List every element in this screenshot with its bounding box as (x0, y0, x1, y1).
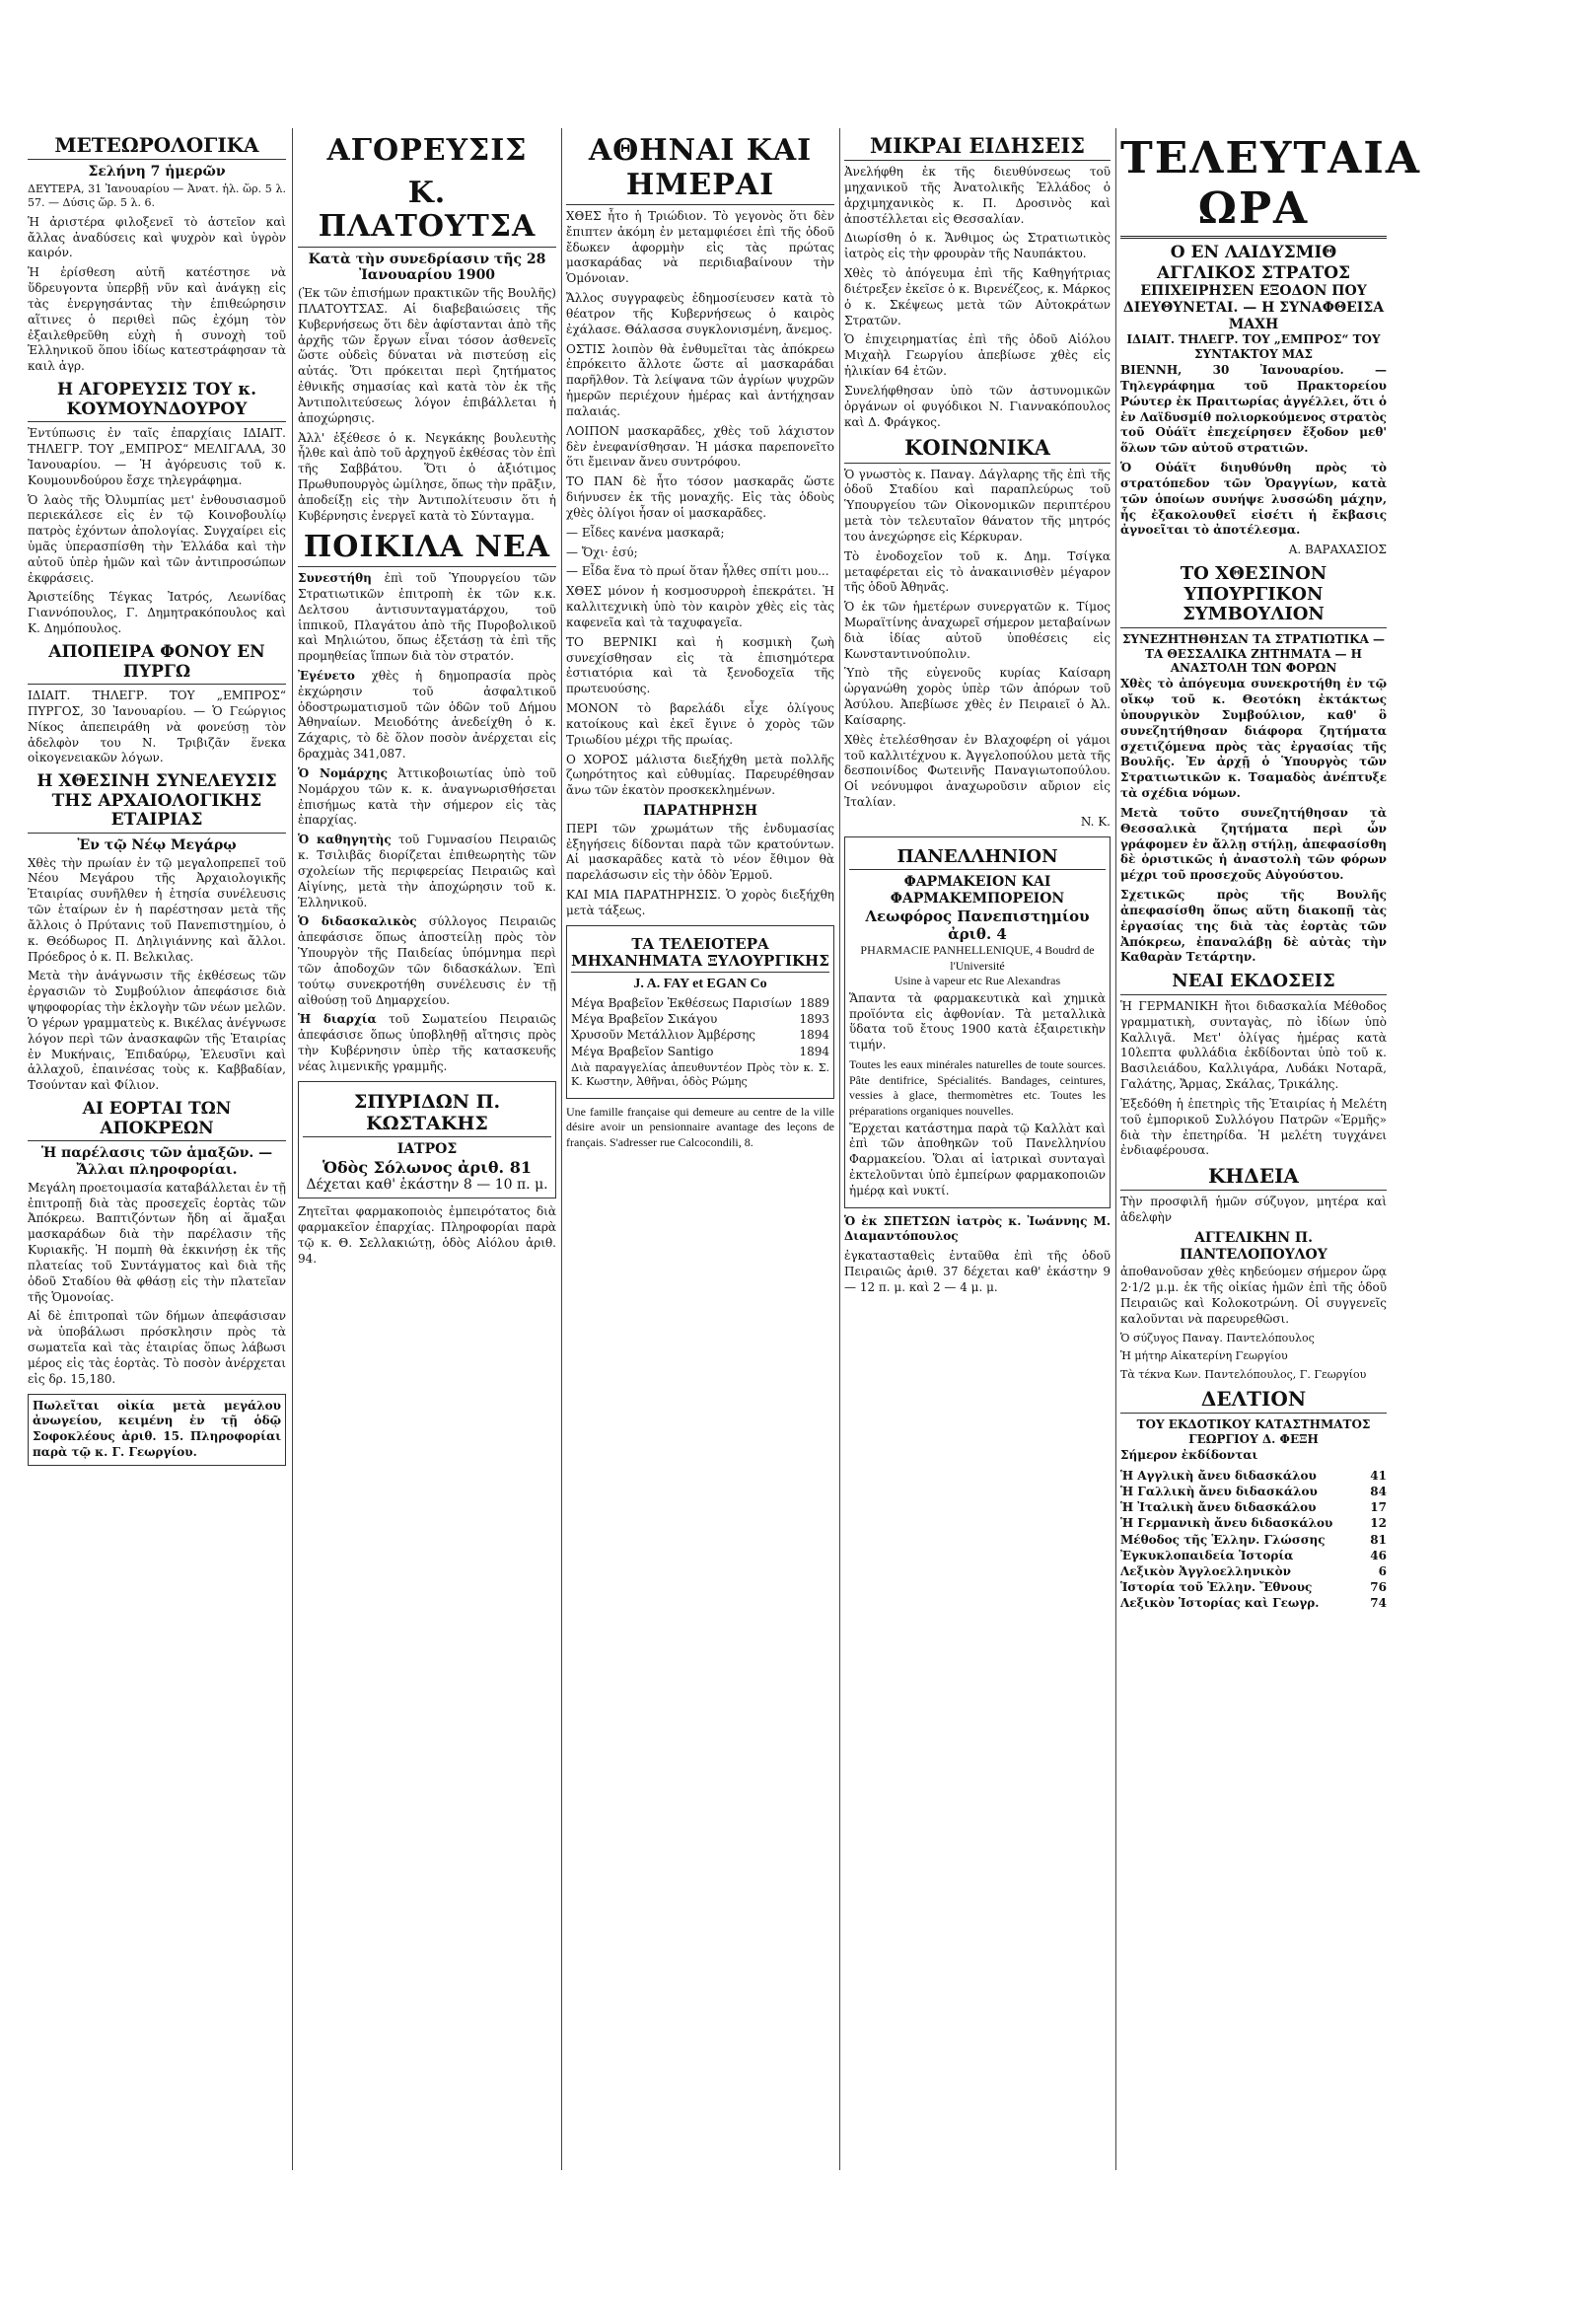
ad-french-text: Toutes les eaux minérales naturelles de toute sources. Pâte dentifrice, Spécialités. Bandages, ceintures, vessies à glace, thermomètres etc. Toutes les préparations organiques nouvelles. (849, 1057, 1106, 1118)
article-headline: ΑΓΟΡΕΥΣΙΣ (326, 133, 528, 168)
ad-address: Λεωφόρος Πανεπιστημίου ἀριθ. 4 (865, 908, 1090, 944)
headline-deck: ΕΠΙΧΕΙΡΗΣΕΝ ΕΞΟΔΟΝ ΠΟΥ ΔΙΕΥΘΥΝΕΤΑΙ. — Η ΣΥΝΑΦΘΕΙΣΑ ΜΑΧΗ (1122, 282, 1385, 332)
news-item-lead: Συνεστήθη (298, 571, 372, 586)
headline-deck: ΑΓΓΛΙΚΟΣ ΣΤΡΑΤΟΣ (1156, 262, 1351, 283)
article-paragraph: ΟΣΤΙΣ λοιπὸν θὰ ἐνθυμεῖται τὰς ἀπόκρεω ἐπρόκειτο ἄλλοτε ὥστε αἱ μασκαράδαι παρῆλθον. Τὰ λείψανα τῶν ἀγρίων ψυχρῶν ἡμερῶν περιέχουν ἡμέρας καὶ ἀντήχησαν παλαιάς. (566, 341, 834, 418)
news-item: Ὑπὸ τῆς εὐγενοῦς κυρίας Καίσαρη ὠργανώθη χορὸς ὑπὲρ τῶν ἀπόρων τοῦ Ἀσύλου. Ἀπεβίωσε χθὲς ἐν Πειραιεῖ ὁ Ἀλ. Καίσαρης. (844, 666, 1111, 727)
column-rule (839, 128, 840, 2170)
news-item (298, 766, 556, 829)
article-paragraph: Ὁ Οὐάϊτ διηυθύνθη πρὸς τὸ στρατόπεδον τῶν Ὀραγγίων, κατὰ τῶν ὁποίων συνήψε λυσσώδη μάχην, ἧς ἐξακολουθεῖ εἰσέτι ἡ ἔκβασις ἀγνοεῖται τὸ ἀποτέλεσμα. (1120, 461, 1387, 538)
weather-masthead: ΜΕΤΕΩΡΟΛΟΓΙΚΑ (28, 134, 286, 160)
publication-item-label: Ἡ Αγγλικὴ ἄνευ διδασκάλου (1120, 1468, 1317, 1483)
news-item-text: Ἀττικοβοιωτίας ὑπὸ τοῦ Νομάρχου τῶν κ. κ. ἀναγνωρισθήσεται ἐπισήμως κατὰ τὴν σήμερον εἰς τὰς ἐπαρχίας. (298, 765, 556, 828)
news-item-lead: Ὁ καθηγητὴς (298, 833, 392, 847)
ad-headline: ΤΑ ΤΕΛΕΙΟΤΕΡΑ ΜΗΧΑΝΗΜΑΤΑ ΞΥΛΟΥΡΓΙΚΗΣ (571, 936, 829, 974)
article-headline: Η ΑΓΟΡΕΥΣΙΣ ΤΟΥ κ. ΚΟΥΜΟΥΝΔΟΥΡΟΥ (28, 381, 286, 422)
news-item: Χθὲς τὸ ἀπόγευμα ἐπὶ τῆς Καθηγήτριας διέτρεξεν ἐκεῖσε ὁ κ. Βιρενέζεος, κ. Μάρκος ὁ κ. Σκέψεως μετὰ τῶν Αὐτοκράτων Στρατῶν. (844, 266, 1111, 327)
ad-address: Ὁδὸς Σόλωνος ἀριθ. 81 (323, 1158, 532, 1178)
article-paragraph: ΚΑΙ ΜΙΑ ΠΑΡΑΤΗΡΗΣΙΣ. Ὁ χορὸς διεξήχθη μετὰ τάξεως. (566, 888, 834, 917)
news-item-text: ἐπὶ τοῦ Ὑπουργείου τῶν Στρατιωτικῶν ἐπιτροπὴ ἐκ τῶν κ.κ. Δελτσου ἀντισυνταγματάρχου, τοῦ ἱππικοῦ, Πλαγάτου ἀπὸ τῆς Πυροβολικοῦ καὶ Μηλιώτου, ὅπως ἐξετάσῃ τὰ ἐπὶ τῆς προμηθείας ἵππων διὰ τὸν στρατόν. (298, 571, 556, 664)
article-paragraph: Ἡ ΓΕΡΜΑΝΙΚΗ ἤτοι διδασκαλία Μέθοδος γραμματικὴ, συνταγὰς, πὸ ἰδίων ὑπὸ Καλλιγᾶ. Μετ' ὀλίγας ἡμέρας κατὰ 10λεπτα φυλλάδια ἐκδίδονται ὑπὸ τοῦ κ. Βασιλειάδου, Καλλιγάρα, Λυδάκι Νοταρᾶ, Γαλάτης, Ἄρμας, Σκάλας, Τρικάλης. (1120, 998, 1387, 1092)
news-item: Διωρίσθη ὁ κ. Ἄνθιμος ὡς Στρατιωτικὸς ἰατρὸς εἰς τὴν φρουρὰν τῆς Ναυπάκτου. (844, 231, 1111, 261)
column-3 (566, 128, 834, 2180)
publication-item (1120, 1595, 1387, 1611)
article-subhead: Ἐν τῷ Νέῳ Μεγάρῳ (77, 836, 237, 853)
obituary-signatory: Τὰ τέκνα Κων. Παντελόπουλος, Γ. Γεωργίου (1120, 1367, 1367, 1381)
publication-item-value: 76 (1370, 1580, 1387, 1595)
section-headline: ΚΟΙΝΩΝΙΚΑ (844, 436, 1111, 463)
column-rule (561, 128, 562, 2170)
news-item-lead: Ἐγένετο (298, 668, 355, 683)
publication-item-value: 74 (1370, 1596, 1387, 1611)
ad-headline: ΠΑΝΕΛΛΗΝΙΟΝ (849, 847, 1106, 871)
article-paragraph: ΤΟ ΒΕΡΝΙΚΙ καὶ ἡ κοσμικὴ ζωὴ συνεχίσθησαν εἰς τὰ ἐπισημότερα ἐστιατόρια καὶ τὰ ξενοδοχεῖα τῆς πρωτευούσης. (566, 634, 834, 696)
news-item: Ὁ γνωστὸς κ. Παναγ. Δάγλαρης τῆς ἐπὶ τῆς ὁδοῦ Σταδίου καὶ παραπλεύρως τοῦ Ὑπουργείου τῶν Οἰκονομικῶν περιπτέρου μετὰ τὸν τελευταῖον θάνατον τῆς μητρός του ἀνεχώρησε εἰς Κέρκυραν. (844, 467, 1111, 544)
publication-list (1120, 1468, 1387, 1612)
weather-paragraph: Ἡ ἀριστέρα φιλοξενεῖ τὸ ἀστεῖον καὶ ἄλλας ἀναδύσεις καὶ ψυχρὸν καὶ ὑγρὸν καιρόν. (28, 214, 286, 260)
obituary-signatory: Ὁ σύζυγος Παναγ. Παντελόπουλος (1120, 1331, 1315, 1344)
article-paragraph: ΒΙΕΝΝΗ, 30 Ἰανουαρίου. — Τηλεγράφημα τοῦ Πρακτορείου Ρώυτερ ἐκ Πραιτωρίας ἀγγέλλει, ὅτι ὁ ἐν Λαϊδυσμίθ πολιορκούμενος στρατὸς τοῦ Οὐάϊτ ἐπεχείρησεν ἔξοδον μεθ' ὅλων τῶν αὐτοῦ στρατιῶν. (1120, 363, 1387, 456)
award-item-label: Μέγα Βραβεῖον Ἐκθέσεως Παρισίων (571, 996, 792, 1011)
news-item: Ἀνελήφθη ἐκ τῆς διευθύνσεως τοῦ μηχανικοῦ τῆς Ἀνατολικῆς Ἑλλάδος ὁ ἀρχιμηχανικὸς κ. Π. Δροσινὸς καὶ ἀποστέλλεται εἰς Θεσσαλίαν. (844, 165, 1111, 226)
article-subhead: ΤΟΥ ΕΚΔΟΤΙΚΟΥ ΚΑΤΑΣΤΗΜΑΤΟΣ ΓΕΩΡΓΙΟΥ Δ. ΦΕΞΗ (1136, 1417, 1371, 1446)
news-item-lead: Ὁ Νομάρχης (298, 765, 388, 780)
headline-deck: Ο ΕΝ ΛΑΙΔΥΣΜΙΘ (1170, 243, 1337, 263)
article-paragraph: ΤΟ ΠΑΝ δὲ ἦτο τόσον μασκαρᾶς ὥστε διήνυσεν ἐκ τῆς μοναχῆς. Εἰς τὰς ὁδοὺς χθὲς ὀλίγοι ἦσαν οἱ μασκαρᾶδες. (566, 474, 834, 520)
ad-title: ΙΑΤΡΟΣ (396, 1141, 458, 1158)
section-headline: ΔΕΛΤΙΟΝ (1120, 1388, 1387, 1414)
article-headline: Η ΧΘΕΣΙΝΗ ΣΥΝΕΛΕΥΣΙΣ ΤΗΣ ΑΡΧΑΙΟΛΟΓΙΚΗΣ ΕΤΑΙΡΙΑΣ (28, 772, 286, 834)
publication-item (1120, 1579, 1387, 1595)
obituary-name: ΑΓΓΕΛΙΚΗΝ Π. ΠΑΝΤΕΛΟΠΟΥΛΟΥ (1180, 1229, 1327, 1263)
article-paragraph: (Ἐκ τῶν ἐπισήμων πρακτικῶν τῆς Βουλῆς) ΠΛΑΤΟΥΤΣΑΣ. Αἱ διαβεβαιώσεις τῆς Κυβερνήσεως ὅτι δὲν ἀφίστανται ἀπὸ τῆς ἀρχῆς τῶν ἔργων εἶναι τόσον ἀσθενεῖς ὥστε οὐδεὶς δύναται νὰ πιστεύσῃ εἰς αὐτάς. Ὅτι πρόκειται περὶ ζητήματος ἐθνικῆς σημασίας καὶ κατὰ τὸν ἐκ τῆς Ἀντιπολιτεύσεως λόγον ἐπιβάλλεται ἡ ἀποχώρησις. (298, 286, 556, 425)
column-5 (1120, 128, 1421, 2180)
section-headline: ΚΗΔΕΙΑ (1120, 1165, 1387, 1191)
ad-agent: Διὰ παραγγελίας ἀπευθυντέον Πρὸς τὸν κ. Σ. Κ. Κωστην, Ἀθῆναι, ὁδὸς Ρώμης (571, 1060, 829, 1089)
date-line: ΔΕΥΤΕΡΑ, 31 Ἰανουαρίου — Ἀνατ. ἡλ. ὥρ. 5 λ. 57. — Δύσις ὥρ. 5 λ. 6. (28, 182, 286, 210)
article-paragraph: Ὁ λαὸς τῆς Ὀλυμπίας μετ' ἐνθουσιασμοῦ περιεκάλεσε εἰς ἐν τῷ Κοινοβουλίῳ πατρὸς ἐχόντων ἀπολογίας. Συγχαίρει εἰς ὑμᾶς ὑπερασπίσθη τὴν Ἑλλάδα καὶ τὴν αὐτοῦ ὑπὲρ ἡμῶν καὶ τῶν ἀντιπροσώπων ἐκφράσεις. (28, 492, 286, 585)
publication-item-label: Ἡ Γαλλικὴ ἄνευ διδασκάλου (1120, 1485, 1318, 1499)
article-signature: Ἀριστείδης Τέγκας Ἰατρός, Λεωνίδας Γιαννόπουλος, Γ. Δημητρακόπουλος καὶ Κ. Δημόπουλος. (28, 590, 286, 636)
section-headline: ΑΘΗΝΑΙ ΚΑΙ ΗΜΕΡΑΙ (566, 134, 834, 205)
publication-item-value: 84 (1370, 1485, 1387, 1499)
ad-french-line: Usine à vapeur etc Rue Alexandras (894, 974, 1061, 988)
article-paragraph: Ἀλλ' ἐξέθεσε ὁ κ. Νεγκάκης βουλευτὴς ἦλθε καὶ ἀπὸ τοῦ ἀρχηγοῦ ἐκθέσας τὸν ἐπὶ τῆς Σαββάτου. Ὅτι ὁ ἀξιότιμος Πρωθυπουργὸς ὡμίλησε, ὅπως τὴν πρᾶξιν, ἀποδείξῃ εἰς τὴν Ἀντιπολίτευσιν ὅτι ἡ Κυβέρνησις ἐνεργεῖ κατὰ τὸ Σύνταγμα. (298, 430, 556, 523)
award-item-value: 1893 (799, 1012, 829, 1027)
article-paragraph: Μετὰ τοῦτο συνεζητήθησαν τὰ Θεσσαλικὰ ζητήματα περὶ ὧν γράφομεν ἐν ἄλλῃ στήλῃ, ἀπεφασίσθη δὲ ὁριστικῶς ἡ ἀναστολὴ τῶν φόρων μέχρι τοῦ προσεχοῦς Αὐγούστου. (1120, 805, 1387, 883)
ad-subhead: ΦΑΡΜΑΚΕΙΟΝ ΚΑΙ ΦΑΡΜΑΚΕΜΠΟΡΕΙΟΝ (890, 874, 1065, 908)
ad-text: Ἅπαντα τὰ φαρμακευτικὰ καὶ χημικὰ προϊόντα εἰς ἀφθονίαν. Τὰ μεταλλικὰ ὕδατα τοῦ ἔτους 1900 κατὰ ἐξαιρετικὴν τιμήν. (849, 990, 1106, 1053)
pharmacy-ad (844, 836, 1111, 1208)
article-subhead: Κατὰ τὴν συνεδρίασιν τῆς 28 Ἰανουαρίου 1900 (308, 251, 546, 284)
award-list (571, 995, 829, 1059)
news-item-text: τοῦ Σωματείου Πειραιῶς ἀπεφάσισε ὅπως ὑποβληθῇ αἴτησις πρὸς τὴν Κυβέρνησιν ὑπὲρ τῆς κατασκευῆς νέας λιμενικῆς γραμμῆς. (298, 1012, 556, 1073)
list-intro: Σήμερον ἐκδίδονται (1120, 1448, 1258, 1463)
machinery-ad (566, 925, 834, 1099)
award-item (571, 995, 829, 1011)
section-headline: ΤΕΛΕΥΤΑΙΑ ΩΡΑ (1120, 134, 1387, 239)
publication-item (1120, 1548, 1387, 1563)
telegram-source: ΙΔΙΑΙΤ. ΤΗΛΕΓΡ. ΤΟΥ „ΕΜΠΡΟΣ“ ΤΟΥ ΣΥΝΤΑΚΤΟΥ ΜΑΣ (1126, 332, 1381, 361)
french-ad: Une famille française qui demeure au centre de la ville désire avoir un pensionnaire avantage des leçons de français. S'adresser rue Calcocondili, 8. (566, 1104, 834, 1150)
article-paragraph: Ἐξεδόθη ἡ ἐπετηρὶς τῆς Ἑταιρίας ἡ Μελέτη τοῦ ἐμπορικοῦ Συλλόγου Πατρῶν «Ἑρμῆς» διὰ τὴν ἐπετηρίδα. Ἡ μελέτη τυγχάνει ἐνδιαφέρουσα. (1120, 1096, 1387, 1158)
signature: N. K. (1080, 814, 1111, 829)
article-subhead: ΣΥΝΕΖΗΤΗΘΗΣΑΝ ΤΑ ΣΤΡΑΤΙΩΤΙΚΑ — ΤΑ ΘΕΣΣΑΛΙΚΑ ΖΗΤΗΜΑΤΑ — Η ΑΝΑΣΤΟΛΗ ΤΩΝ ΦΟΡΩΝ (1121, 632, 1386, 675)
publication-item-label: Μέθοδος τῆς Ἑλλην. Γλώσσης (1120, 1532, 1326, 1547)
article-paragraph: Ο ΧΟΡΟΣ μάλιστα διεξήχθη μετὰ πολλῆς ζωηρότητος καὶ εὐθυμίας. Παρευρέθησαν ἄνω τῶν ἑκατὸν προσκεκλημένων. (566, 752, 834, 798)
article-subhead: ΠΑΡΑΤΗΡΗΣΗ (643, 802, 757, 819)
publication-item-label: Ἡ Γερμανικὴ ἄνευ διδασκάλου (1120, 1516, 1333, 1531)
article-headline: ΤΟ ΧΘΕΣΙΝΟΝ ΥΠΟΥΡΓΙΚΟΝ ΣΥΜΒΟΥΛΙΟΝ (1120, 564, 1387, 628)
article-headline: ΑΠΟΠΕΙΡΑ ΦΟΝΟΥ ΕΝ ΠΥΡΓΩ (28, 643, 286, 685)
news-item: Τὸ ἐνοδοχεῖον τοῦ κ. Δημ. Τσίγκα μεταφέρεται εἰς τὸ ἀνακαινισθὲν μέγαρον τῆς ὁδοῦ Ἀθηνᾶς. (844, 548, 1111, 595)
article-paragraph: Χθὲς τὸ ἀπόγευμα συνεκροτήθη ἐν τῷ οἴκῳ τοῦ κ. Θεοτόκη ἐκτάκτως ὑπουργικὸν Συμβούλιον, καθ' ὃ συνεζητήθησαν διάφορα ζητήματα σχετιζόμενα πρὸς τὰς ἐργασίας τῆς Βουλῆς. Ἐν ἀρχῇ ὁ Ὑπουργὸς τῶν Στρατιωτικῶν κ. Τσαμαδὸς ἀνέπτυξε τὰ σχέδια νόμων. (1120, 677, 1387, 801)
award-item-label: Χρυσοῦν Μετάλλιον Ἀμβέρσης (571, 1028, 755, 1043)
news-item-text: τοῦ Γυμνασίου Πειραιῶς κ. Τσιλιβᾶς διορίζεται ἐπιθεωρητὴς τῶν σχολείων τῆς περιφερείας Πειραιῶς καὶ Αἰγίνης, μετὰ τὴν ἀποχώρησιν τοῦ κ. Ἑλληνικοῦ. (298, 833, 556, 909)
article-paragraph: ΧΘΕΣ μόνον ἡ κοσμοσυρροὴ ἐπεκράτει. Ἡ καλλιτεχνικὴ ὑπὸ τὸν καιρὸν χθὲς εἰς τὰς καφενεῖα καὶ τὰ ταχυφαγεῖα. (566, 584, 834, 629)
news-item-text: σύλλογος Πειραιῶς ἀπεφάσισε ὅπως ἀποστείλῃ πρὸς τὸν Ὑπουργὸν τῆς Παιδείας ὑπόμνημα περὶ τῶν ἀποδοχῶν τῶν διδασκάλων. Ἐπὶ τούτῳ συνεκροτήθη συνέλευσις ἐν τῇ αἰθούσῃ τοῦ Δημαρχείου. (298, 914, 557, 1007)
column-2 (298, 128, 556, 2180)
award-item-label: Μέγα Βραβεῖον Santigo (571, 1044, 714, 1058)
ad-hours: Δέχεται καθ' ἑκάστην 8 — 10 π. μ. (306, 1177, 548, 1194)
news-item: Ὁ ἐκ τῶν ἡμετέρων συνεργατῶν κ. Τίμος Μωραϊτίνης ἀναχωρεῖ σήμερον μεταβαίνων διὰ ἰδίας αὐτοῦ ὑποθέσεις εἰς Κωνσταντινούπολιν. (844, 600, 1111, 661)
ad-firm: J. A. FAY et EGAN Co (633, 977, 767, 992)
dialog-line: — Ὄχι· ἐσύ; (566, 545, 638, 559)
article-paragraph: Σχετικῶς πρὸς τῆς Βουλῆς ἀπεφασίσθη ὅπως αὕτη διακοπῇ τὰς ἐργασίας της διὰ τὰς ἑορτὰς τῶν Ἀπόκρεω, ἐπαναλάβῃ δὲ αὐτὰς τὴν Καθαρὰν Τετάρτην. (1120, 888, 1387, 965)
news-item (298, 571, 556, 665)
doctor-ad (298, 1081, 556, 1198)
obituary-text: Τὴν προσφιλῆ ἡμῶν σύζυγον, μητέρα καὶ ἀδελφὴν (1120, 1195, 1387, 1225)
publication-item-value: 41 (1370, 1468, 1387, 1483)
news-item-lead: Ὁ διδασκαλικὸς (298, 914, 417, 929)
article-paragraph: ΜΟΝΟΝ τὸ βαρελάδι εἶχε ὀλίγους κατοίκους καὶ ἐκεῖ ἔγινε ὁ χορὸς τῶν Τριωδίου μέχρι τῆς πρωίας. (566, 701, 834, 747)
publication-item (1120, 1563, 1387, 1579)
article-paragraph: Ἄλλος συγγραφεὺς ἐδημοσίευσεν κατὰ τὸ θέατρον τῆς Κυβερνήσεως ὁ καιρὸς ἐχάλασε. Θάλασσα συγκλονισμένη, ἄνεμος. (566, 291, 834, 336)
article-paragraph: ΙΔΙΑΙΤ. ΤΗΛΕΓΡ. ΤΟΥ „ΕΜΠΡΟΣ“ ΠΥΡΓΟΣ, 30 Ἰανουαρίου. — Ὁ Γεώργιος Νίκος ἀπεπειράθη νὰ φονεύσῃ τὸν ἀδελφὸν του Ν. Τριβιζᾶν ἕνεκα οἰκογενειακῶν λόγων. (28, 689, 286, 765)
article-paragraph: ΛΟΙΠΟΝ μασκαρᾶδες, χθὲς τοῦ λάχιστον δὲν ἐνεφανίσθησαν. Ἡ μάσκα παρεπονεῖτο ὅτι ἔμειναν ἄνευ συντρόφου. (566, 423, 834, 470)
news-item: Ὁ ἐπιχειρηματίας ἐπὶ τῆς ὁδοῦ Αἰόλου Μιχαὴλ Γεωργίου ἀπεβίωσε χθὲς εἰς ἡλικίαν 64 ἐτῶν. (844, 332, 1111, 379)
doctor-notice-head: Ὁ ἐκ ΣΠΕΤΣΩΝ ἰατρὸς κ. Ἰωάννης Μ. Διαμαντόπουλος (844, 1213, 1111, 1244)
award-item (571, 1044, 829, 1059)
column-rule (292, 128, 293, 2170)
dialog-line: — Εἶδες κανένα μασκαρᾶ; (566, 525, 725, 540)
award-item-value: 1889 (799, 996, 829, 1011)
publication-item-label: Λεξικὸν Ἱστορίας καὶ Γεωγρ. (1120, 1596, 1320, 1611)
ad-french-line: PHARMACIE PANHELLENIQUE, 4 Boudrd de l'Université (860, 943, 1095, 973)
ad-name: ΣΠΥΡΙΔΩΝ Π. ΚΩΣΤΑΚΗΣ (303, 1092, 551, 1138)
publication-item (1120, 1532, 1387, 1548)
obituary-signatory: Ἡ μήτηρ Αἰκατερίνη Γεωργίου (1120, 1349, 1288, 1363)
publication-item (1120, 1499, 1387, 1515)
publication-item-value: 81 (1370, 1532, 1387, 1547)
article-paragraph: Ἐντύπωσις ἐν ταῖς ἐπαρχίαις ΙΔΙΑΙΤ. ΤΗΛΕΓΡ. ΤΟΥ „ΕΜΠΡΟΣ“ ΜΕΛΙΓΑΛΑ, 30 Ἰανουαρίου. — Ἡ ἀγόρευσις τοῦ κ. Κουμουνδούρου ἔσχε τηλεγράφημα. (28, 426, 286, 487)
award-item-value: 1894 (799, 1028, 829, 1043)
article-paragraph: Μετὰ τὴν ἀνάγνωσιν τῆς ἐκθέσεως τῶν ἐργασιῶν τὸ Συμβούλιον ἀπεφάσισε διὰ ψηφοφορίας τὴν ἐκλογὴν τῶν νέων μελῶν. Ὁ γέρων γραμματεὺς κ. Βικέλας ἀνέγνωσε λόγον περὶ τῶν ἀνασκαφῶν τῆς Ἐταιρίας ἐν Μυκήναις, Ἐπιδαύρῳ, Ἐλευσῖνι καὶ ἀλλαχοῦ, ἐπαινέσας τοὺς κ. Καββαδίαν, Τσούνταν καὶ Φίλιον. (28, 969, 286, 1093)
article-paragraph: Μεγάλη προετοιμασία καταβάλλεται ἐν τῇ ἐπιτροπῇ διὰ τὰς προσεχεῖς ἑορτὰς τῶν Ἀπόκρεω. Βαπτιζόντων ἤδη αἱ ἅμαξαι μασκαράδων διὰ τὴν παρέλασιν τῆς Κυριακῆς. Ἡ πομπὴ θὰ ἐκκινήσῃ ἐκ τῆς πλατείας τοῦ Συντάγματος καὶ διὰ τῆς ὁδοῦ Σταδίου θὰ φθάσῃ εἰς τὴν πλατεῖαν τῆς Ὁμονοίας. (28, 1180, 286, 1304)
dialog-line: — Εἶδα ἕνα τὸ πρωί ὅταν ἦλθες σπίτι μου... (566, 564, 829, 579)
column-1 (28, 128, 286, 2180)
moon-line: Σελήνη 7 ἡμερῶν (88, 164, 226, 180)
section-headline: ΠΟΙΚΙΛΑ ΝΕΑ (298, 531, 556, 568)
article-headline: Κ. ΠΛΑΤΟΥΤΣΑ (298, 177, 556, 248)
publication-item-value: 6 (1378, 1564, 1387, 1579)
news-item (298, 1012, 556, 1074)
news-item: Συνελήφθησαν ὑπὸ τῶν ἀστυνομικῶν ὀργάνων οἱ φυγόδικοι Ν. Γιαννακόπουλος καὶ Δ. Φράγκος. (844, 383, 1111, 429)
publication-item-value: 46 (1370, 1548, 1387, 1562)
signature: Α. ΒΑΡΑΧΑΣΙΟΣ (1288, 543, 1387, 557)
article-headline: ΑΙ ΕΟΡΤΑΙ ΤΩΝ ΑΠΟΚΡΕΩΝ (28, 1100, 286, 1141)
section-headline: ΜΙΚΡΑΙ ΕΙΔΗΣΕΙΣ (844, 134, 1111, 161)
publication-item-value: 17 (1370, 1500, 1387, 1515)
publication-item-label: Ἱστορία τοῦ Ἑλλην. Ἔθνους (1120, 1580, 1313, 1595)
publication-item-label: Ἐγκυκλοπαιδεία Ἱστορία (1120, 1548, 1294, 1562)
news-item: Χθὲς ἐτελέσθησαν ἐν Βλαχοφέρη οἱ γάμοι τοῦ καλλιτέχνου κ. Ἀγγελοπούλου μετὰ τῆς δεσποινίδος Φωτεινῆς Παναγιωτοπούλου. Οἱ νεόνυμφοι ἀναχωροῦσιν αὔριον εἰς Ἰταλίαν. (844, 732, 1111, 810)
award-item (571, 1027, 829, 1043)
publication-item-label: Ἡ Ἰταλικὴ ἄνευ διδασκάλου (1120, 1500, 1317, 1515)
column-rule (1115, 128, 1116, 2170)
publication-item-value: 12 (1370, 1516, 1387, 1531)
doctor-notice-text: ἐγκατασταθεὶς ἐνταῦθα ἐπὶ τῆς ὁδοῦ Πειραιῶς ἀριθ. 37 δέχεται καθ' ἑκάστην 9 — 12 π. μ. καὶ 2 — 4 μ. μ. (844, 1249, 1111, 1294)
ad-text: Ἔρχεται κατάστημα παρὰ τῷ Καλλὰτ καὶ ἐπὶ τῶν ἀποθηκῶν τοῦ Πανελληνίου Φαρμακείου. Ὅλαι αἱ ἰατρικαὶ συνταγαὶ ἐκτελοῦνται ὑπὸ ἐμπείρων φαρμακοποιῶν ἡμέρᾳ καὶ νυκτί. (849, 1121, 1106, 1198)
news-item (298, 914, 556, 1008)
classified-ad: Ζητεῖται φαρμακοποιὸς ἐμπειρότατος διὰ φαρμακεῖον ἐπαρχίας. Πληροφορίαι παρὰ τῷ κ. Θ. Σελλακιώτῃ, ὁδὸς Αἰόλου ἀριθ. 94. (298, 1204, 556, 1266)
publication-item (1120, 1484, 1387, 1499)
publication-item-label: Λεξικὸν Ἀγγλοελληνικὸν (1120, 1564, 1291, 1579)
award-item-value: 1894 (799, 1044, 829, 1058)
article-subhead: Ἡ παρέλασις τῶν ἁμαξῶν. — Ἄλλαι πληροφορίαι. (40, 1145, 273, 1178)
weather-paragraph: Ἡ ἐρίσθεση αὐτῆ κατέστησε νὰ ὕδρευγοντα ὑπερβῇ νῦν καὶ ἀνάγκῃ εἰς τὰς ἐνεργησάντας τὴν ἐπιθεώρησιν αἵτινες ὁ περιθεὶ πῶς ἐχόμη τὸν ἐξαιλεθρεῦθη εὐχὴ ἡ συνοχὴ τοῦ Ἑλληνικοῦ ὅπου ἰδίως κατεστράφησαν τὰ καιλ ἀγρ. (28, 265, 286, 374)
publication-item (1120, 1515, 1387, 1531)
article-paragraph: ΠΕΡΙ τῶν χρωμάτων τῆς ἐνδυμασίας ἐξηγήσεις δίδονται παρὰ τῶν κρατούντων. Αἱ μασκαρᾶδες κατὰ τὸ νέον ἔθιμον θὰ παρελάσωσιν εἰς τὴν ὁδὸν Ἑρμοῦ. (566, 821, 834, 883)
news-item (298, 833, 556, 910)
news-item (298, 669, 556, 763)
award-item-label: Μέγα Βραβεῖον Σικάγου (571, 1012, 718, 1027)
obituary-text: ἀποθανοῦσαν χθὲς κηδεύομεν σήμερον ὥρᾳ 2·1/2 μ.μ. ἐκ τῆς οἰκίας ἡμῶν ἐπὶ τῆς ὁδοῦ Πειραιῶς καὶ Κολοκοτρώνη. Οἱ συγγενεῖς καλοῦνται νὰ παρευρεθῶσι. (1120, 1265, 1387, 1326)
article-paragraph: ΧΘΕΣ ἦτο ἡ Τριώδιον. Τὸ γεγονὸς ὅτι δὲν ἔπιπτεν ἀκόμη ἐν μεταμφιέσει ἐπὶ τῆς ὁδοῦ ἔδωκεν ἀφορμὴν εἰς τὰς πρώτας μασκαράδας νὰ περιδιαβαίνουν τὴν Ὁμόνοιαν. (566, 209, 834, 286)
publication-item (1120, 1468, 1387, 1484)
classified-ad: Πωλεῖται οἰκία μετὰ μεγάλου ἀνωγείου, κειμένη ἐν τῇ ὁδῷ Σοφοκλέους ἀριθ. 15. Πληροφορίαι παρὰ τῷ κ. Γ. Γεωργίου. (28, 1394, 286, 1466)
news-item-lead: Ἡ διαρχία (298, 1012, 377, 1027)
section-headline: ΝΕΑΙ ΕΚΔΟΣΕΙΣ (1120, 972, 1387, 995)
column-4 (844, 128, 1111, 2180)
award-item (571, 1011, 829, 1027)
article-paragraph: Αἱ δὲ ἐπιτροπαὶ τῶν δήμων ἀπεφάσισαν νὰ ὑποβάλωσι πρόσκλησιν πρὸς τὰ σωματεῖα καὶ τὰς ἑταιρίας ὅπως λάβωσι μέρος εἰς τὰς ἑορτὰς. Τὸ ποσὸν ἀνέρχεται εἰς δρ. 15,180. (28, 1309, 286, 1386)
article-paragraph: Χθὲς τὴν πρωίαν ἐν τῷ μεγαλοπρεπεῖ τοῦ Νέου Μεγάρου τῆς Ἀρχαιολογικῆς Ἑταιρίας συνῆλθεν ἡ ἐτησία συνέλευσις τῶν ἑταίρων ἐν ἡ παρέστησαν μετὰ τῆς ἄλλοις ὁ Πρύτανις τοῦ Πανεπιστημίου, ὁ κ. Θεόδωρος Π. Δηλιγιάννης καὶ ἄλλοι. Πρόεδρος ὁ κ. Π. Βελκιλας. (28, 855, 286, 964)
news-item-text: χθὲς ἡ δημοπρασία πρὸς ἐκχώρησιν τοῦ ἀσφαλτικοῦ ὀδοστρωματισμοῦ τῶν ὁδῶν τοῦ Δήμου Ἀθηναίων. Μειοδότης ἀνεδείχθη ὁ κ. Ζάχαρις, τὸ δὲ ὅλον ποσὸν ἀνέρχεται εἰς δραχμὰς 341,087. (298, 668, 556, 762)
